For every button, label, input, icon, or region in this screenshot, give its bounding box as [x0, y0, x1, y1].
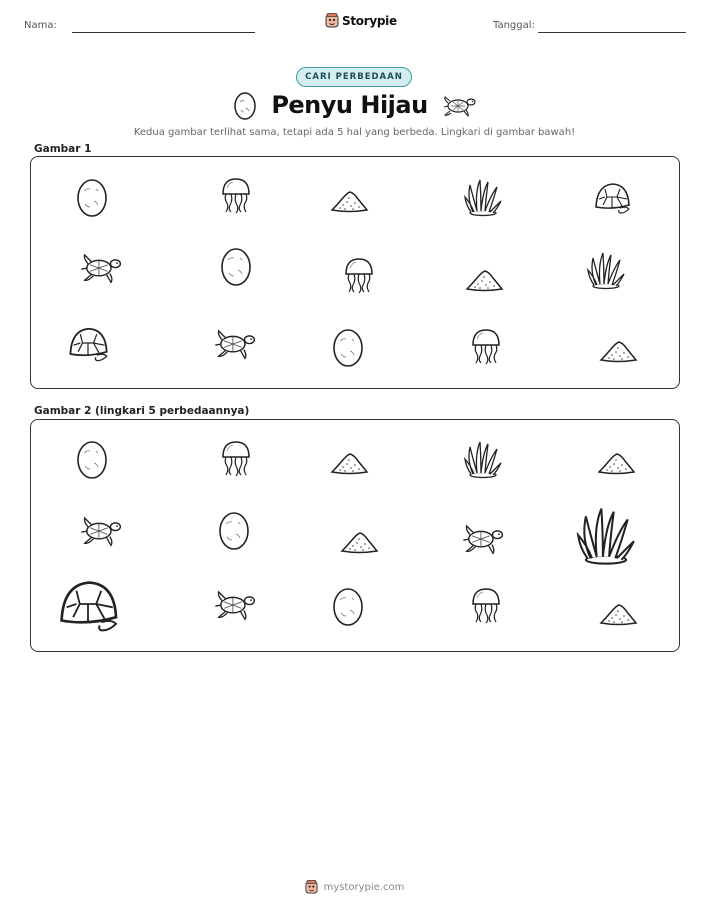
- turtle-icon: [442, 92, 476, 118]
- seagrass-icon: [463, 177, 503, 217]
- date-label: Tanggal:: [493, 20, 535, 31]
- sand-icon[interactable]: [339, 518, 379, 558]
- seagrass-icon[interactable]: [463, 439, 503, 479]
- egg-icon: [233, 90, 257, 120]
- sand-icon[interactable]: [596, 439, 636, 479]
- jellyfish-icon[interactable]: [466, 586, 506, 626]
- jellyfish-icon: [339, 256, 379, 296]
- sand-icon[interactable]: [598, 590, 638, 630]
- page-title: Penyu Hijau: [271, 91, 428, 119]
- jellyfish-icon: [466, 327, 506, 367]
- egg-icon: [328, 327, 368, 367]
- egg-icon[interactable]: [72, 439, 112, 479]
- instructions: Kedua gambar terlihat sama, tetapi ada 5 hal yang berbeda. Lingkari di gambar bawah!: [133, 127, 576, 138]
- seagrass-icon: [586, 250, 626, 290]
- shell-icon: [66, 321, 110, 365]
- seagrass-icon[interactable]: [575, 504, 637, 566]
- name-label: Nama:: [24, 20, 57, 31]
- sand-icon: [464, 256, 504, 296]
- activity-badge: CARI PERBEDAAN: [296, 67, 412, 87]
- turtle-icon[interactable]: [78, 508, 122, 552]
- sand-icon[interactable]: [329, 439, 369, 479]
- storypie-mascot-icon: [305, 880, 318, 895]
- turtle-icon: [78, 245, 122, 289]
- turtle-icon[interactable]: [460, 516, 504, 560]
- panel-2-label: Gambar 2 (lingkari 5 perbedaannya): [34, 405, 250, 417]
- panel-1-label: Gambar 1: [34, 143, 92, 155]
- title-row: [0, 90, 709, 120]
- storypie-mascot-icon: [325, 13, 339, 29]
- egg-icon: [72, 177, 112, 217]
- brand-name: Storypie: [342, 14, 397, 28]
- turtle-icon: [212, 321, 256, 365]
- sand-icon: [329, 177, 369, 217]
- brand-logo: [325, 13, 397, 29]
- date-line[interactable]: [538, 32, 686, 33]
- egg-icon: [216, 246, 256, 286]
- jellyfish-icon: [216, 176, 256, 216]
- footer-site: mystorypie.com: [323, 882, 405, 893]
- turtle-icon[interactable]: [212, 582, 256, 626]
- shell-icon[interactable]: [55, 571, 121, 637]
- egg-icon[interactable]: [214, 510, 254, 550]
- name-line[interactable]: [72, 32, 255, 33]
- jellyfish-icon[interactable]: [216, 439, 256, 479]
- sand-icon: [598, 327, 638, 367]
- shell-icon: [592, 177, 632, 217]
- footer: [0, 880, 709, 895]
- egg-icon[interactable]: [328, 586, 368, 626]
